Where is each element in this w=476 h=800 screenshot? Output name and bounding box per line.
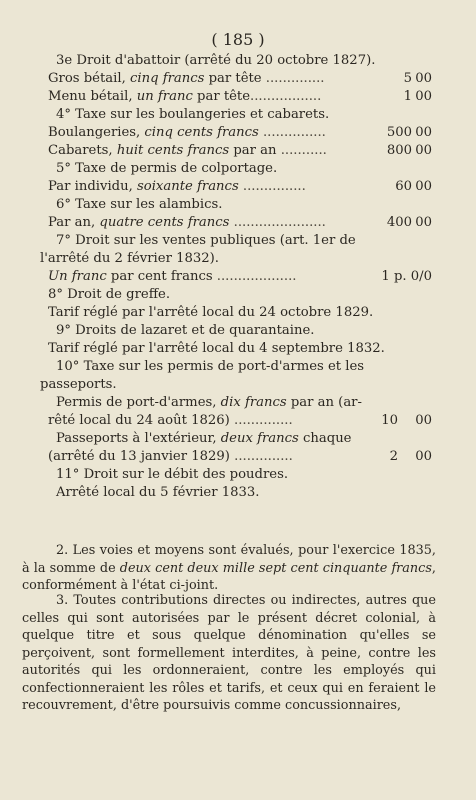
colportage-heading: 5° Taxe de permis de colportage. <box>56 161 278 176</box>
un-franc-line: Un franc par cent francs ................... 1 p. 0/0 <box>48 269 432 284</box>
poudres-heading: 11° Droit sur le débit des poudres. <box>56 467 289 482</box>
par-individu-line: Par individu, soixante francs ............... 60 00 <box>48 179 432 194</box>
port-armes-heading-1: 10° Taxe sur les permis de port-d'armes et les <box>56 359 365 374</box>
lazaret-heading: 9° Droits de lazaret et de quarantaine. <box>56 323 315 338</box>
taxe-boulangeries-heading: 4° Taxe sur les boulangeries et cabarets. <box>56 107 330 122</box>
boulangeries-line: Boulangeries, cinq cents francs ............... 500 00 <box>48 125 432 140</box>
paragraph-2: 2. Les voies et moyens sont évalués, pour l'exercice 1835, à la somme de deux cent deux mille sept cent cinquante francs, conformément à l'état ci-joint. <box>22 543 436 593</box>
abattoir-heading: 3e Droit d'abattoir (arrêté du 20 octobre 1827). <box>56 53 376 68</box>
tarif-greffe: Tarif réglé par l'arrêté local du 24 octobre 1829. <box>48 305 374 320</box>
permis-line-2: rêté local du 24 août 1826) .............. 10 00 <box>48 413 432 428</box>
permis-line-1: Permis de port-d'armes, dix francs par an (ar- <box>56 395 362 410</box>
passeports-line-1: Passeports à l'extérieur, deux francs chaque <box>56 431 352 446</box>
tarif-lazaret: Tarif réglé par l'arrêté local du 4 septembre 1832. <box>48 341 385 356</box>
par-an-line: Par an, quatre cents francs ...................... 400 00 <box>48 215 432 230</box>
greffe-heading: 8° Droit de greffe. <box>48 287 171 302</box>
passeports-line-2: (arrêté du 13 janvier 1829) .............. 2 00 <box>48 449 432 464</box>
arrete-poudres: Arrêté local du 5 février 1833. <box>56 485 260 500</box>
page-number: ( 185 ) <box>211 30 265 49</box>
ventes-heading-2: l'arrêté du 2 février 1832). <box>40 251 219 266</box>
tariff-list <box>40 52 432 502</box>
paragraph-3: 3. Toutes contributions directes ou indirectes, autres que celles qui sont autorisées par le présent décret colonial, à quelque titre et sous quelque dénomination qu'elles se perçoivent, sont formellement interdites, à peine, contre les autorités qui les ordonneraient, contre les employés qui confectionneraient les rôles et tarifs, et ceux qui en feraient le recouvrement, d'être poursuivis comme concussionnaires, <box>22 593 436 713</box>
menu-betail-line: Menu bétail, un franc par tête................. 1 00 <box>48 89 432 104</box>
ventes-heading-1: 7° Droit sur les ventes publiques (art. 1er de <box>56 233 356 248</box>
cabarets-line: Cabarets, huit cents francs par an ........... 800 00 <box>48 143 432 158</box>
port-armes-heading-2: passeports. <box>40 377 117 392</box>
alambics-heading: 6° Taxe sur les alambics. <box>56 197 223 212</box>
gros-betail-line: Gros bétail, cinq francs par tête .............. 5 00 <box>48 71 432 86</box>
